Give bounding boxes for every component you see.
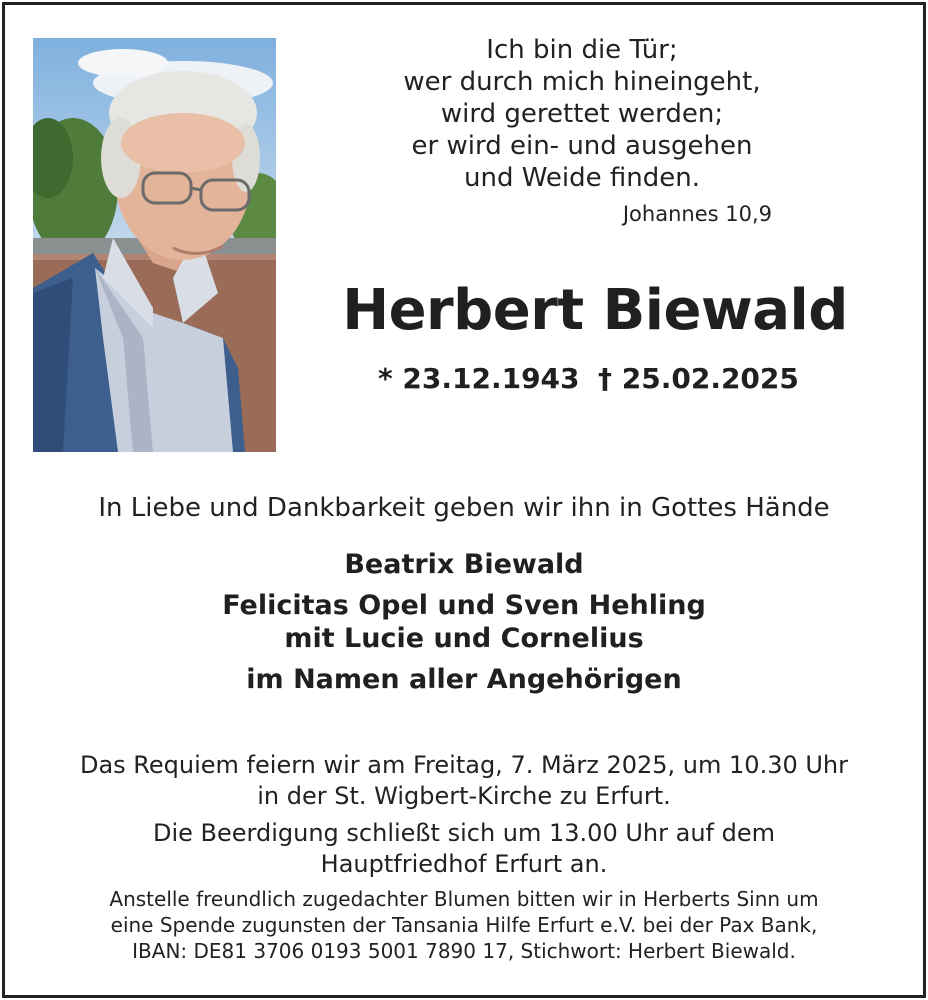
requiem-line: in der St. Wigbert-Kirche zu Erfurt. <box>257 782 671 810</box>
mourner-line: Beatrix Biewald <box>344 549 584 580</box>
verse-line: wird gerettet werden; <box>440 99 724 129</box>
mourner-line: mit Lucie und Cornelius <box>284 623 644 654</box>
service-info <box>0 750 928 880</box>
deceased-name: Herbert Biewald <box>342 278 848 343</box>
donation-line: Anstelle freundlich zugedachter Blumen bitten wir in Herberts Sinn um <box>109 887 819 911</box>
death-date: † 25.02.2025 <box>598 362 799 395</box>
verse-line: Ich bin die Tür; <box>486 35 678 65</box>
mourner-line: Felicitas Opel und Sven Hehling <box>222 590 706 621</box>
portrait-photo <box>33 38 276 452</box>
burial-line: Hauptfriedhof Erfurt an. <box>320 850 608 878</box>
bible-verse <box>372 34 792 228</box>
donation-line: eine Spende zugunsten der Tansania Hilfe Erfurt e.V. bei der Pax Bank, <box>110 913 818 937</box>
requiem-line: Das Requiem feiern wir am Freitag, 7. März 2025, um 10.30 Uhr <box>79 751 849 779</box>
verse-line: wer durch mich hineingeht, <box>403 67 761 97</box>
birth-date: * 23.12.1943 <box>378 362 580 395</box>
mourners-block <box>0 548 928 696</box>
dedication-text: In Liebe und Dankbarkeit geben wir ihn in Gottes Hände <box>98 493 830 523</box>
mourner-line: im Namen aller Angehörigen <box>246 664 682 695</box>
verse-line: er wird ein- und ausgehen <box>411 131 753 161</box>
verse-line: und Weide finden. <box>464 163 700 193</box>
donation-line: IBAN: DE81 3706 0193 5001 7890 17, Stichwort: Herbert Biewald. <box>132 939 796 963</box>
verse-reference: Johannes 10,9 <box>622 202 772 226</box>
burial-line: Die Beerdigung schließt sich um 13.00 Uhr auf dem <box>153 819 775 847</box>
donation-request <box>0 886 928 964</box>
